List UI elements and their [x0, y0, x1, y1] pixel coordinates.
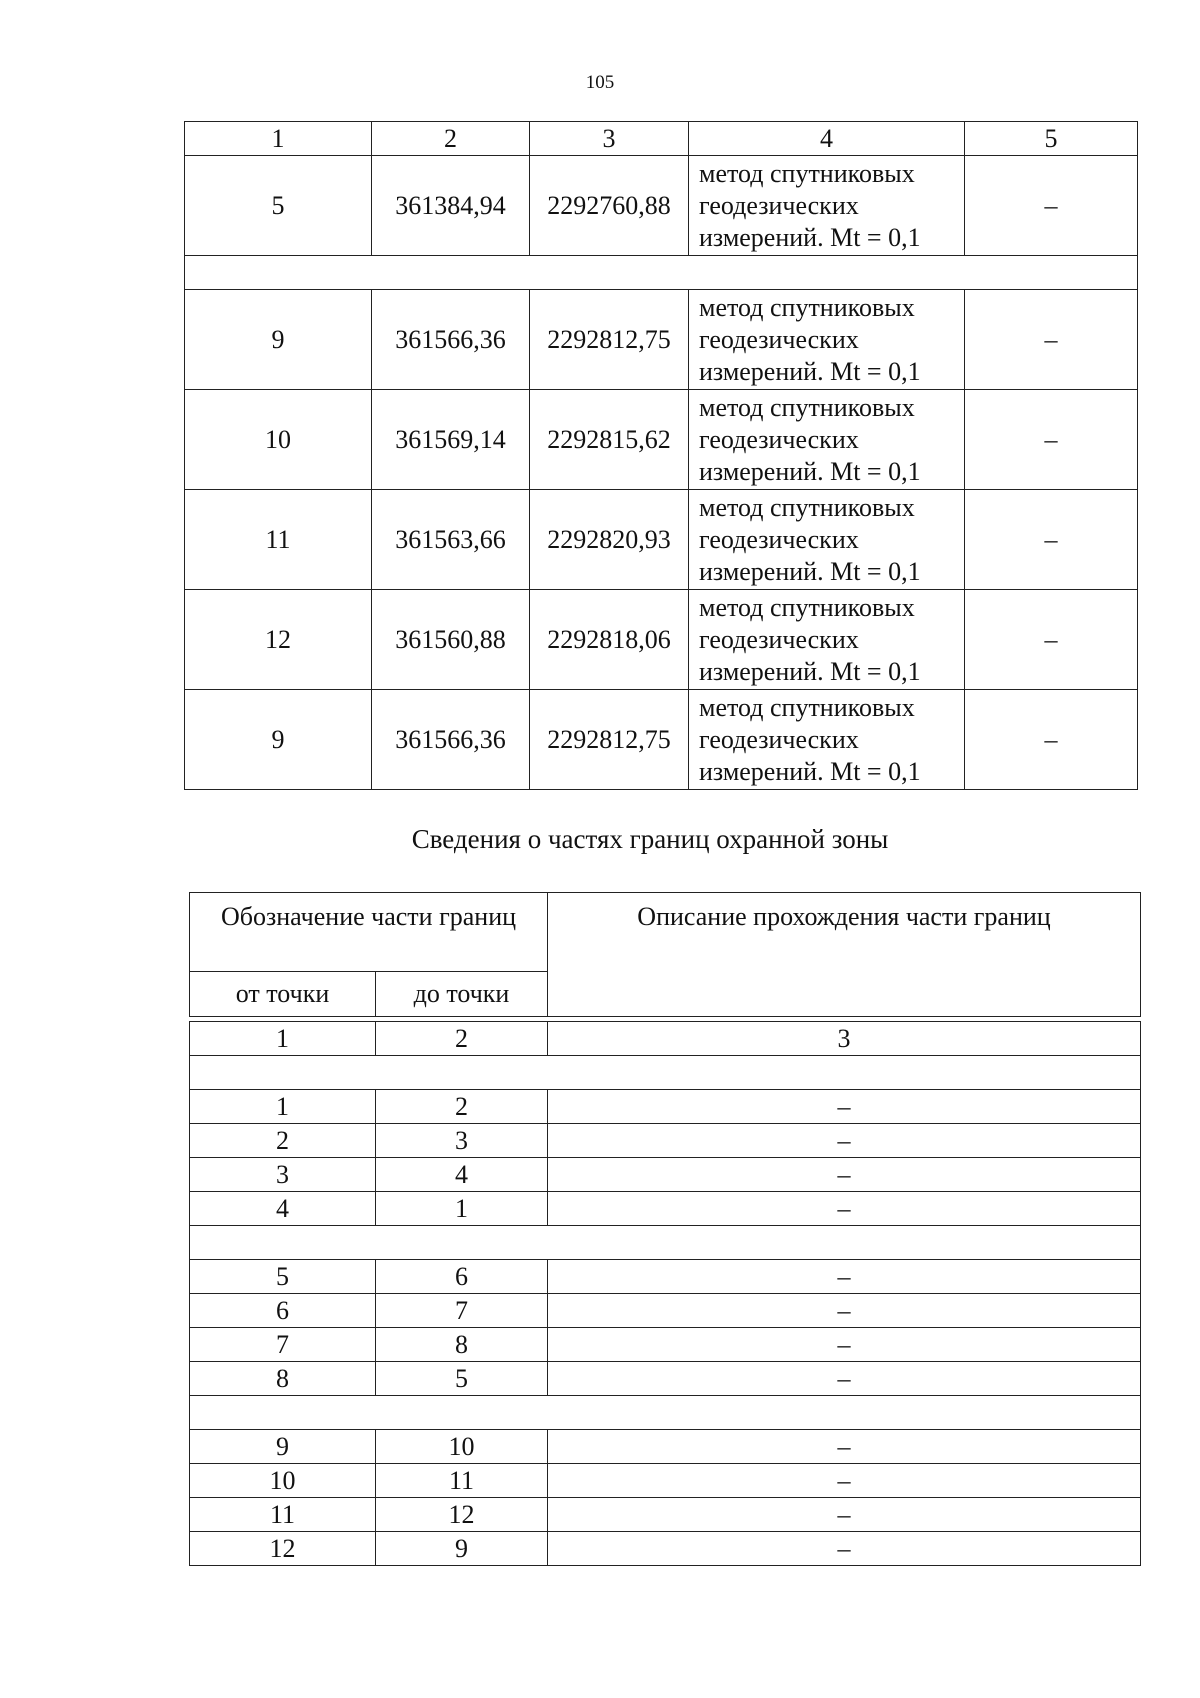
table-row — [190, 1532, 1141, 1566]
to-point: 5 — [376, 1362, 548, 1396]
note: – — [965, 490, 1138, 590]
table-row — [190, 1498, 1141, 1532]
coordinate-y: 2292760,88 — [530, 156, 689, 256]
table-row — [190, 1124, 1141, 1158]
column-number: 2 — [372, 122, 530, 156]
group-separator — [190, 1226, 1141, 1260]
group-separator-row — [190, 1226, 1141, 1260]
to-point: 6 — [376, 1260, 548, 1294]
to-point: 12 — [376, 1498, 548, 1532]
to-point: 1 — [376, 1192, 548, 1226]
method-line: метод спутниковых — [699, 158, 915, 188]
group-separator — [190, 1396, 1141, 1430]
description: – — [548, 1532, 1141, 1566]
separator-cell — [185, 256, 1138, 290]
method-line: измерений. Mt = 0,1 — [699, 756, 921, 786]
coordinate-y: 2292820,93 — [530, 490, 689, 590]
coordinate-x: 361560,88 — [372, 590, 530, 690]
description: – — [548, 1430, 1141, 1464]
note: – — [965, 290, 1138, 390]
to-point: 3 — [376, 1124, 548, 1158]
note: – — [965, 156, 1138, 256]
determination-method — [689, 290, 965, 390]
description: – — [548, 1464, 1141, 1498]
from-point: 7 — [190, 1328, 376, 1362]
method-line: метод спутниковых — [699, 692, 915, 722]
method-line: геодезических — [699, 724, 859, 754]
table-row — [190, 1260, 1141, 1294]
method-line: геодезических — [699, 324, 859, 354]
header-from-point: от точки — [190, 972, 376, 1017]
from-point: 12 — [190, 1532, 376, 1566]
description: – — [548, 1328, 1141, 1362]
table-row — [190, 1090, 1141, 1124]
table-row — [190, 1294, 1141, 1328]
page-number: 105 — [585, 72, 615, 93]
table-row — [190, 1362, 1141, 1396]
method-line: геодезических — [699, 524, 859, 554]
description: – — [548, 1124, 1141, 1158]
separator-row — [185, 256, 1138, 290]
method-line: геодезических — [699, 624, 859, 654]
table-header-row — [185, 122, 1138, 156]
section-title: Сведения о частях границ охранной зоны — [411, 824, 889, 854]
method-line: метод спутниковых — [699, 592, 915, 622]
point-number: 5 — [185, 156, 372, 256]
note: – — [965, 390, 1138, 490]
from-point: 3 — [190, 1158, 376, 1192]
from-point: 6 — [190, 1294, 376, 1328]
method-line: метод спутниковых — [699, 292, 915, 322]
table-row — [190, 1430, 1141, 1464]
column-numbers-row — [190, 1022, 1141, 1056]
point-number: 12 — [185, 590, 372, 690]
column-number: 1 — [190, 1022, 376, 1056]
method-line: измерений. Mt = 0,1 — [699, 556, 921, 586]
table-row — [185, 590, 1138, 690]
coordinate-y: 2292815,62 — [530, 390, 689, 490]
to-point: 11 — [376, 1464, 548, 1498]
column-number: 4 — [689, 122, 965, 156]
column-number: 1 — [185, 122, 372, 156]
group-separator-row — [190, 1056, 1141, 1090]
note: – — [965, 590, 1138, 690]
table-row — [190, 1158, 1141, 1192]
to-point: 2 — [376, 1090, 548, 1124]
point-number: 10 — [185, 390, 372, 490]
from-point: 4 — [190, 1192, 376, 1226]
to-point: 7 — [376, 1294, 548, 1328]
table-row — [190, 1192, 1141, 1226]
method-line: геодезических — [699, 424, 859, 454]
coordinate-x: 361566,36 — [372, 290, 530, 390]
determination-method — [689, 390, 965, 490]
method-line: метод спутниковых — [699, 392, 915, 422]
description: – — [548, 1498, 1141, 1532]
table-row — [185, 390, 1138, 490]
to-point: 9 — [376, 1532, 548, 1566]
coordinate-y: 2292812,75 — [530, 290, 689, 390]
coordinates-table — [184, 121, 1138, 790]
method-line: измерений. Mt = 0,1 — [699, 356, 921, 386]
from-point: 9 — [190, 1430, 376, 1464]
description: – — [548, 1158, 1141, 1192]
description: – — [548, 1090, 1141, 1124]
description: – — [548, 1362, 1141, 1396]
table-row — [185, 490, 1138, 590]
note: – — [965, 690, 1138, 790]
coordinate-y: 2292812,75 — [530, 690, 689, 790]
coordinate-x: 361384,94 — [372, 156, 530, 256]
table-row — [190, 1464, 1141, 1498]
from-point: 11 — [190, 1498, 376, 1532]
table-row — [185, 290, 1138, 390]
determination-method — [689, 690, 965, 790]
method-line: измерений. Mt = 0,1 — [699, 656, 921, 686]
table-row — [185, 156, 1138, 256]
from-point: 8 — [190, 1362, 376, 1396]
determination-method — [689, 590, 965, 690]
boundary-parts-table — [189, 892, 1141, 1566]
coordinate-y: 2292818,06 — [530, 590, 689, 690]
description: – — [548, 1294, 1141, 1328]
group-separator-row — [190, 1396, 1141, 1430]
table-row — [185, 690, 1138, 790]
column-number: 3 — [530, 122, 689, 156]
description: – — [548, 1260, 1141, 1294]
group-separator — [190, 1056, 1141, 1090]
header-description: Описание прохождения части границ — [548, 893, 1141, 1017]
to-point: 4 — [376, 1158, 548, 1192]
column-number: 3 — [548, 1022, 1141, 1056]
point-number: 11 — [185, 490, 372, 590]
point-number: 9 — [185, 690, 372, 790]
determination-method — [689, 490, 965, 590]
method-line: метод спутниковых — [699, 492, 915, 522]
from-point: 2 — [190, 1124, 376, 1158]
to-point: 10 — [376, 1430, 548, 1464]
from-point: 5 — [190, 1260, 376, 1294]
from-point: 10 — [190, 1464, 376, 1498]
method-line: измерений. Mt = 0,1 — [699, 456, 921, 486]
header-to-point: до точки — [376, 972, 548, 1017]
coordinate-x: 361566,36 — [372, 690, 530, 790]
description: – — [548, 1192, 1141, 1226]
from-point: 1 — [190, 1090, 376, 1124]
coordinate-x: 361563,66 — [372, 490, 530, 590]
method-line: геодезических — [699, 190, 859, 220]
column-number: 2 — [376, 1022, 548, 1056]
method-line: измерений. Mt = 0,1 — [699, 222, 921, 252]
header-designation: Обозначение части границ — [190, 893, 548, 972]
point-number: 9 — [185, 290, 372, 390]
to-point: 8 — [376, 1328, 548, 1362]
coordinate-x: 361569,14 — [372, 390, 530, 490]
determination-method — [689, 156, 965, 256]
table-row — [190, 1328, 1141, 1362]
column-number: 5 — [965, 122, 1138, 156]
